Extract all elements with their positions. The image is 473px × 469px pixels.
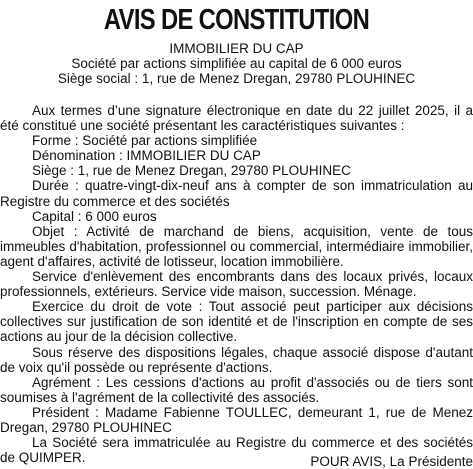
signature-line: POUR AVIS, La Présidente xyxy=(310,454,473,469)
company-name: IMMOBILIER DU CAP xyxy=(169,41,304,56)
company-capital: Société par actions simplifiée au capital de 6 000 euros xyxy=(71,56,402,71)
service-paragraph: Service d'enlèvement des encombrants dans des locaux privés, locaux professionnels, extérieurs. Service vide maison, succession. Ménage. xyxy=(0,269,473,300)
intro-paragraph: Aux termes d’une signature électronique en date du 22 juillet 2025, il a été constitué une société présentant les caractéristiques suivantes : xyxy=(0,103,473,134)
notice-title: AVIS DE CONSTITUTION xyxy=(103,4,370,36)
registration-paragraph: La Société sera immatriculée au Registre du commerce et des sociétés de QUIMPER. xyxy=(0,435,473,466)
denomination-line: Dénomination : IMMOBILIER DU CAP xyxy=(32,148,261,164)
capital-line: Capital : 6 000 euros xyxy=(32,208,157,224)
president-paragraph: Président : Madame Fabienne TOULLEC, demeurant 1, rue de Menez Dregan, 29780 PLOUHINEC xyxy=(0,404,473,435)
seat-line: Siège : 1, rue de Menez Dregan, 29780 PLOUHINEC xyxy=(32,163,351,179)
duration-paragraph: Durée : quatre-vingt-dix-neuf ans à compter de son immatriculation au Registre du commerce et des sociétés xyxy=(0,178,473,209)
approval-paragraph: Agrément : Les cessions d'actions au profit d'associés ou de tiers sont soumises à l'agrément de la collectivité des associés. xyxy=(0,374,473,405)
form-line: Forme : Société par actions simplifiée xyxy=(32,133,258,149)
company-address: Siège social : 1, rue de Menez Dregan, 29780 PLOUHINEC xyxy=(57,71,416,86)
voting-paragraph: Exercice du droit de vote : Tout associé peut participer aux décisions collectives sur justification de son identité et de l'inscription en compte de ses actions au jour de la décision collective. xyxy=(0,299,473,345)
purpose-paragraph: Objet : Activité de marchand de biens, acquisition, vente de tous immeubles d'habitation, professionnel ou commercial, intermédiaire immobilier, agent d'affaires, activité de lotisseur, location immobilière. xyxy=(0,223,473,269)
voting-reserve-paragraph: Sous réserve des dispositions légales, chaque associé dispose d'autant de voix qu'il possède ou représente d'actions. xyxy=(0,344,473,375)
notice-body xyxy=(0,103,473,465)
company-header xyxy=(0,41,473,86)
